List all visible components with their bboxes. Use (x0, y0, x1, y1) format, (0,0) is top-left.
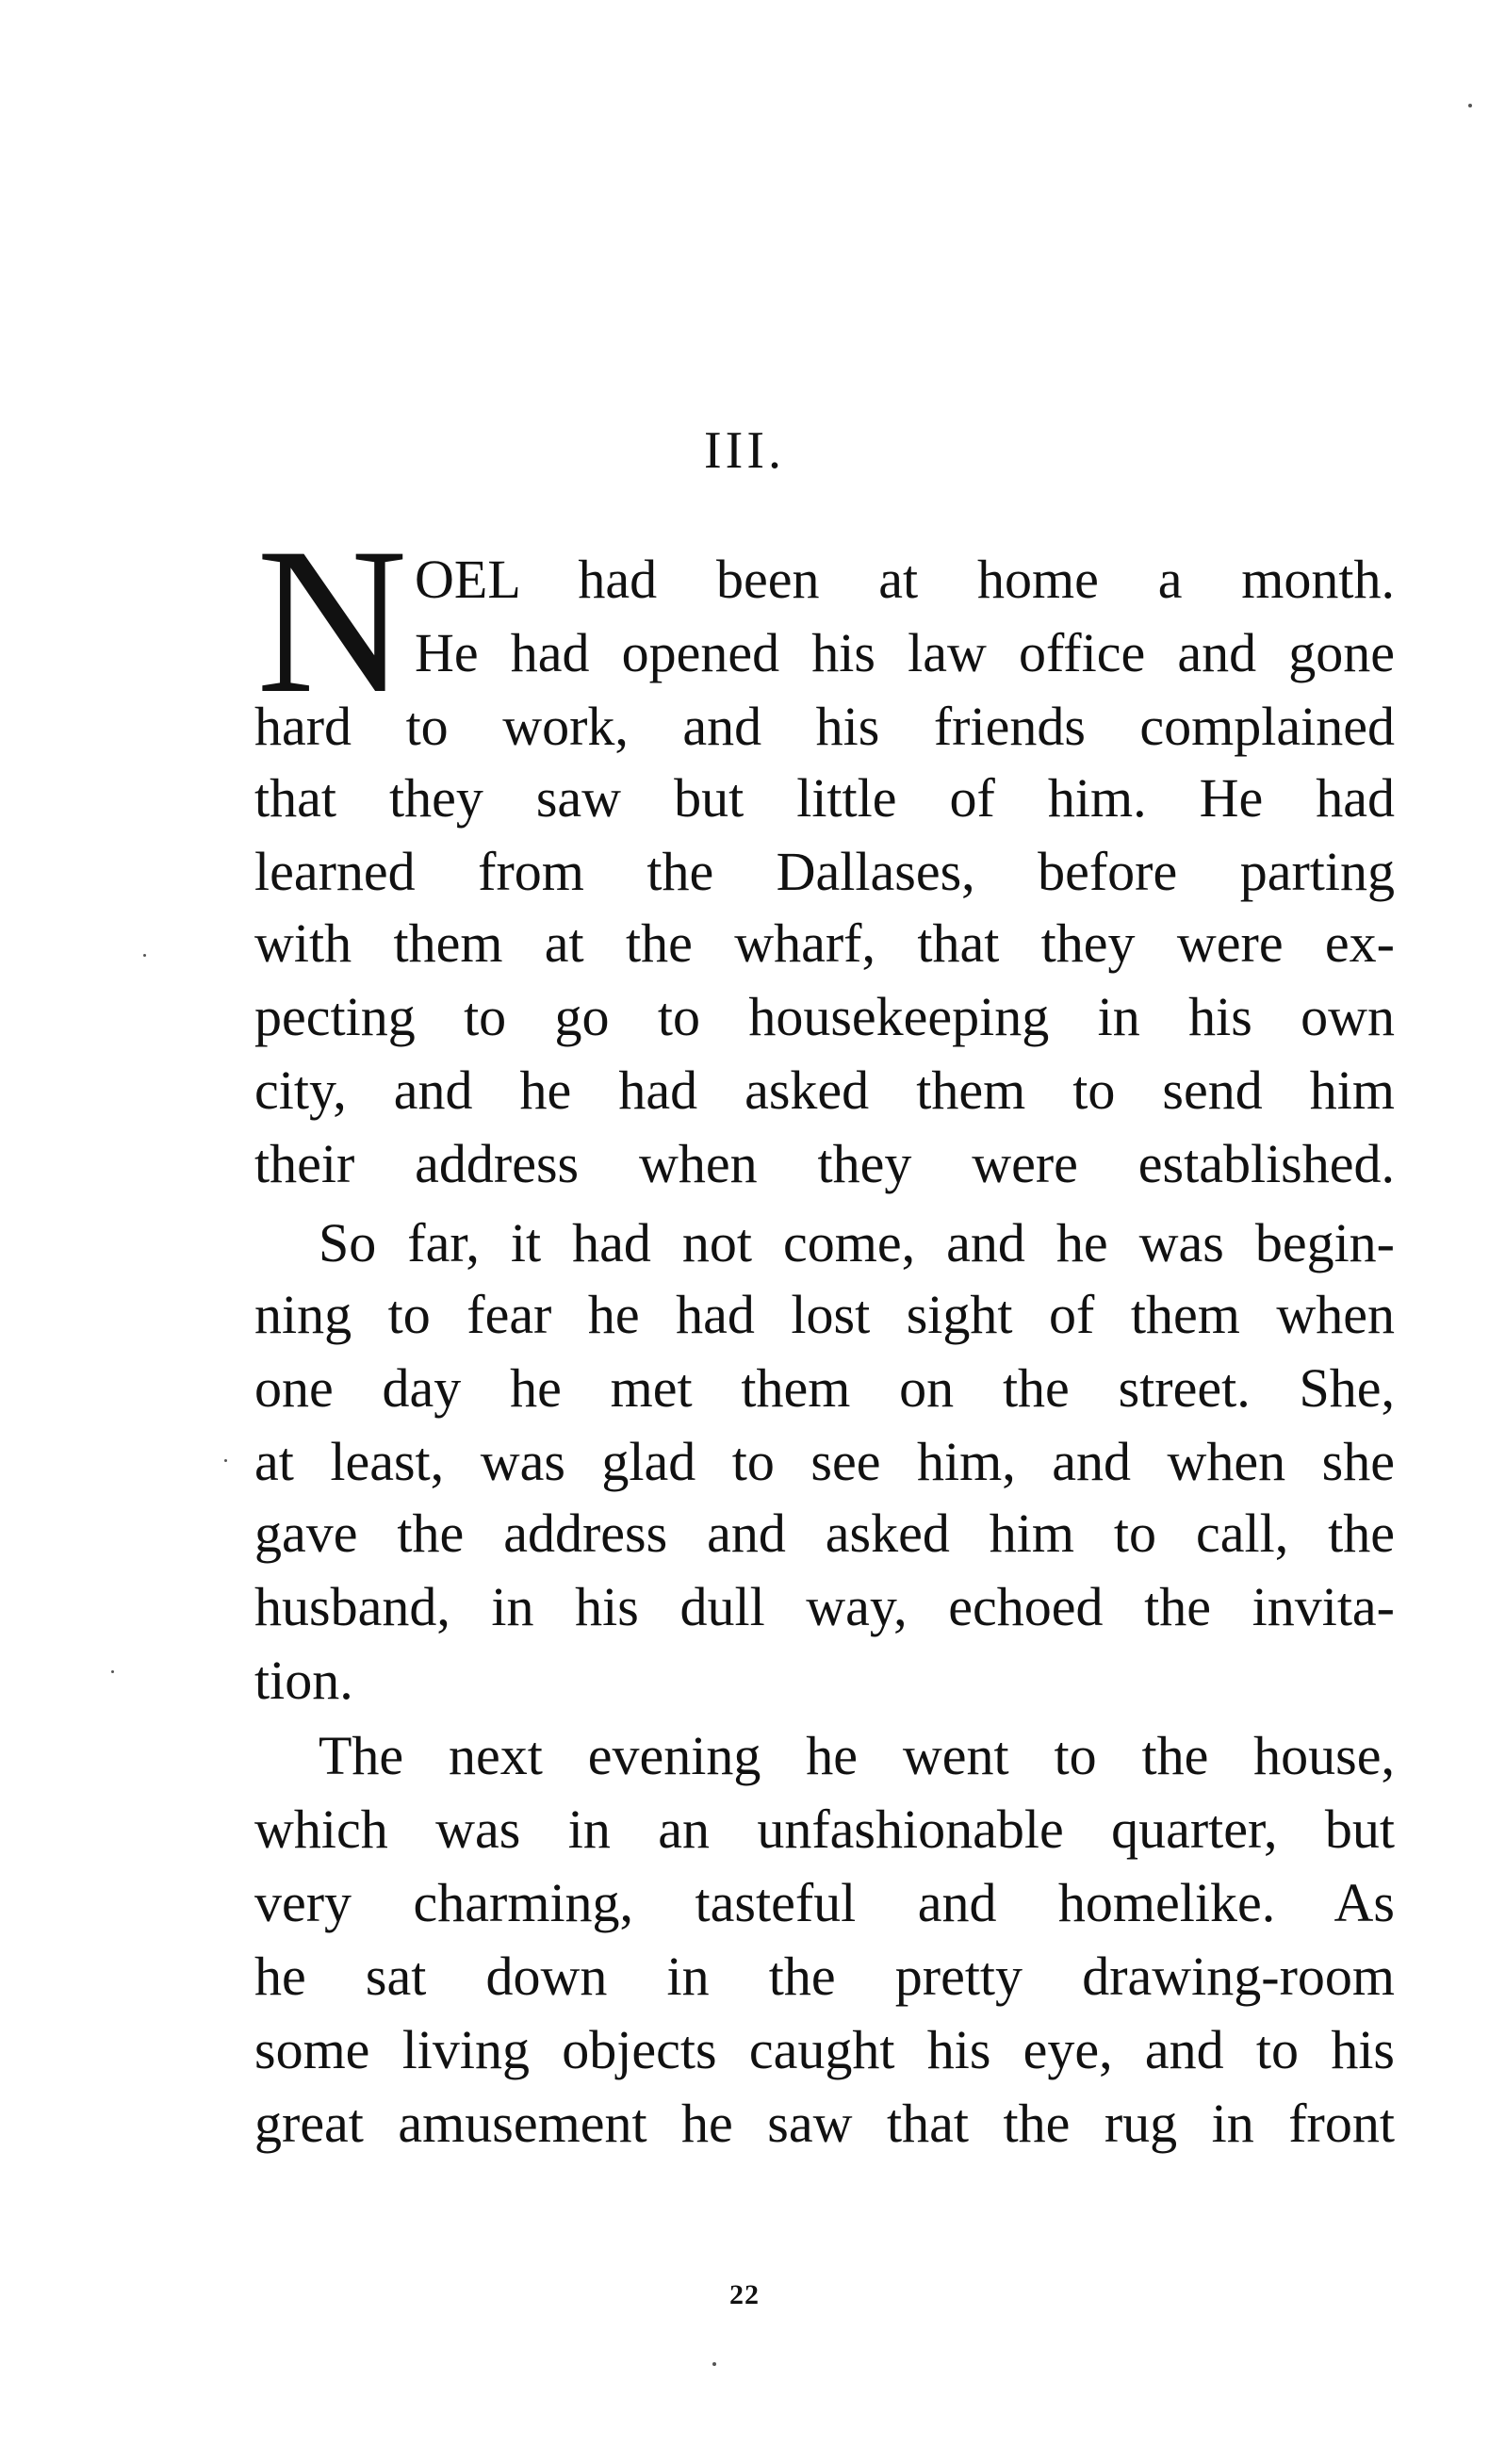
text-line: he sat down in the pretty drawing-room (254, 1946, 1395, 2007)
text-line: pecting to go to housekeeping in his own (254, 986, 1395, 1047)
text-line: ning to fear he had lost sight of them when (254, 1284, 1395, 1345)
text-line: one day he met them on the street. She, (254, 1357, 1395, 1419)
text-line: The next evening he went to the house, (319, 1725, 1395, 1786)
paper-speck (224, 1459, 227, 1462)
text-line: that they saw but little of him. He had (254, 767, 1395, 829)
paper-speck (111, 1670, 114, 1673)
paper-speck (1468, 104, 1472, 107)
text-line: great amusement he saw that the rug in front (254, 2093, 1395, 2154)
text-line: husband, in his dull way, echoed the invita- (254, 1576, 1395, 1637)
text-line: very charming, tasteful and homelike. As (254, 1872, 1395, 1933)
page-number: 22 (729, 2279, 760, 2310)
text-line: city, and he had asked them to send him (254, 1060, 1395, 1121)
paper-speck (143, 954, 146, 957)
text-line: tion. (254, 1650, 353, 1711)
text-line: their address when they were established. (254, 1133, 1395, 1194)
text-line: which was in an unfashionable quarter, but (254, 1799, 1395, 1860)
text-line: hard to work, and his friends complained (254, 696, 1395, 757)
text-line: at least, was glad to see him, and when she (254, 1431, 1395, 1492)
text-line: with them at the wharf, that they were ex- (254, 912, 1395, 974)
text-line: gave the address and asked him to call, the (254, 1503, 1395, 1564)
text-line: learned from the Dallases, before parting (254, 841, 1395, 902)
chapter-heading: III. (704, 421, 785, 480)
paper-speck (712, 2362, 716, 2366)
text-line: So far, it had not come, and he was begin- (319, 1212, 1395, 1273)
text-line: some living objects caught his eye, and to his (254, 2019, 1395, 2080)
text-line: He had opened his law office and gone (415, 622, 1395, 683)
text-line: OEL had been at home a month. (415, 549, 1395, 610)
drop-cap: N (256, 505, 408, 737)
